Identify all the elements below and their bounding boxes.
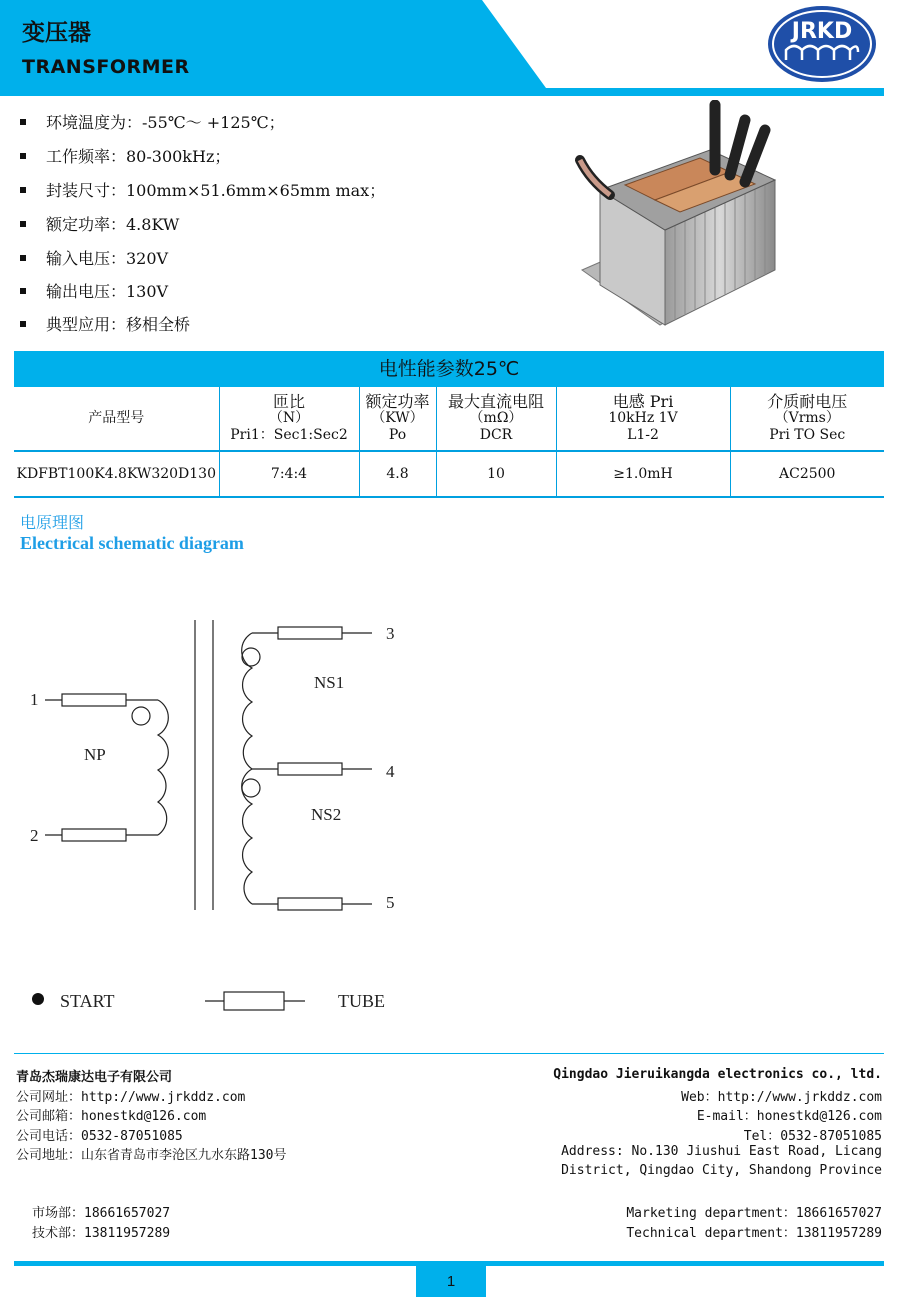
label-np: NP xyxy=(84,745,106,764)
page-number: 1 xyxy=(416,1266,486,1297)
footer-address-en-1: Address: No.130 Jiushui East Road, Licang xyxy=(561,1144,882,1159)
pin-4: 4 xyxy=(386,762,395,781)
col-power-header: 额定功率 （KW） Po xyxy=(359,387,436,451)
spec-item: 额定功率：4.8KW xyxy=(20,212,179,235)
cell-inductance: ≥1.0mH xyxy=(556,451,730,497)
footer-technical-en: Technical department：13811957289 xyxy=(626,1226,882,1241)
footer-company-cn: 青岛杰瑞康达电子有限公司 xyxy=(16,1070,173,1085)
schematic-diagram xyxy=(0,600,460,1030)
tube-symbol xyxy=(224,992,284,1010)
legend-start: START xyxy=(60,991,115,1011)
spec-item: 工作频率：80-300kHz； xyxy=(20,144,230,167)
electrical-params-table xyxy=(14,387,884,498)
footer-web-en[interactable]: Web：http://www.jrkddz.com xyxy=(681,1090,882,1105)
footer-phone-en: Tel：0532-87051085 xyxy=(743,1129,882,1144)
footer-marketing-cn: 市场部：18661657027 xyxy=(32,1206,171,1221)
footer-address-en-2: District, Qingdao City, Shandong Province xyxy=(561,1163,882,1178)
ns1-start-dot xyxy=(242,648,260,666)
spec-item: 典型应用：移相全桥 xyxy=(20,312,190,335)
footer-address-cn: 公司地址：山东省青岛市李沧区九水东路130号 xyxy=(16,1148,287,1163)
spec-item: 封装尺寸：100mm×51.6mm×65mm max； xyxy=(20,178,385,201)
cell-model: KDFBT100K4.8KW320D130 xyxy=(14,451,219,497)
cell-hipot: AC2500 xyxy=(730,451,884,497)
footer-email-cn[interactable]: 公司邮箱：honestkd@126.com xyxy=(16,1109,207,1124)
pin-1: 1 xyxy=(30,690,39,709)
schematic-title-en: Electrical schematic diagram xyxy=(20,533,244,553)
col-model-header: 产品型号 xyxy=(14,387,219,451)
pin-5: 5 xyxy=(386,893,395,912)
label-ns1: NS1 xyxy=(314,673,345,692)
pin-2: 2 xyxy=(30,826,39,845)
header-band xyxy=(0,0,900,96)
table-row xyxy=(14,451,884,497)
page-title-cn: 变压器 xyxy=(22,20,91,46)
col-dcr-header: 最大直流电阻 （mΩ） DCR xyxy=(436,387,556,451)
spec-item: 输入电压：320V xyxy=(20,246,168,269)
page-title-en: TRANSFORMER xyxy=(22,56,190,78)
table-title: 电性能参数25℃ xyxy=(14,351,884,387)
col-ratio-header: 匝比 （N） Pri1：Sec1:Sec2 xyxy=(219,387,359,451)
schematic-title-cn: 电原理图 xyxy=(20,513,85,532)
footer-web-cn[interactable]: 公司网址：http://www.jrkddz.com xyxy=(16,1090,246,1105)
footer-phone-cn: 公司电话：0532-87051085 xyxy=(16,1129,183,1144)
legend-tube: TUBE xyxy=(338,991,385,1011)
label-ns2: NS2 xyxy=(311,805,342,824)
cell-power: 4.8 xyxy=(359,451,436,497)
jrkd-logo xyxy=(766,4,878,84)
col-hipot-header: 介质耐电压 （Vrms） Pri TO Sec xyxy=(730,387,884,451)
footer-company-en: Qingdao Jieruikangda electronics co., ltd. xyxy=(553,1067,882,1082)
cell-dcr: 10 xyxy=(436,451,556,497)
footer-divider xyxy=(14,1053,884,1054)
transformer-photo xyxy=(570,100,780,335)
footer-email-en[interactable]: E-mail：honestkd@126.com xyxy=(696,1109,882,1124)
pin-3: 3 xyxy=(386,624,395,643)
col-inductance-header: 电感 Pri 10kHz 1V L1-2 xyxy=(556,387,730,451)
table-header-row xyxy=(14,387,884,451)
spec-item: 输出电压：130V xyxy=(20,279,168,302)
spec-item: 环境温度为：-55℃～ +125℃； xyxy=(20,110,285,133)
logo-text: JRKD xyxy=(791,19,853,44)
ns2-start-dot xyxy=(242,779,260,797)
primary-start-dot xyxy=(132,707,150,725)
cell-ratio: 7:4:4 xyxy=(219,451,359,497)
footer-technical-cn: 技术部：13811957289 xyxy=(32,1226,171,1241)
footer-marketing-en: Marketing department：18661657027 xyxy=(626,1206,882,1221)
start-dot-icon xyxy=(32,993,44,1005)
